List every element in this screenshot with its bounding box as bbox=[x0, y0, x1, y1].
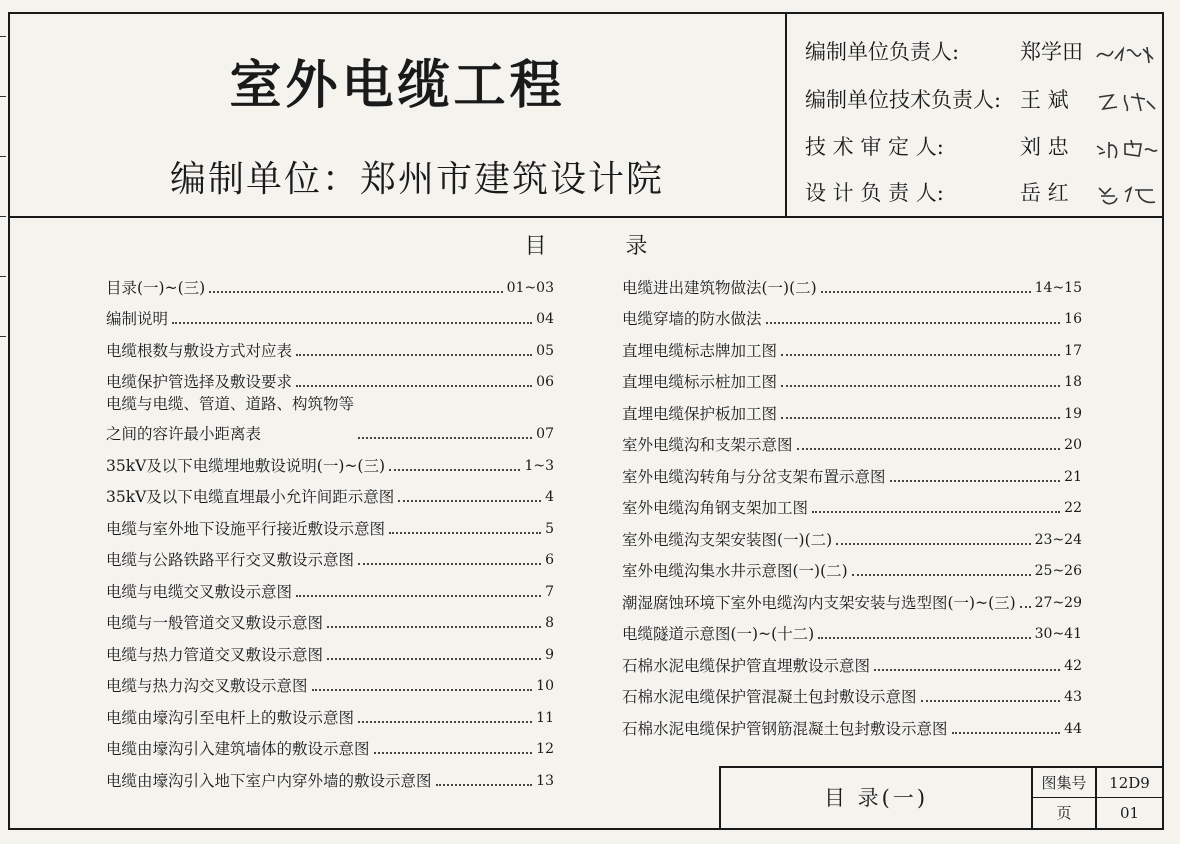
toc-entry-page: 11 bbox=[536, 709, 554, 726]
toc-entry-title: 35kV及以下电缆埋地敷设说明(一)~(三) bbox=[106, 456, 385, 475]
toc-entry-page: 19 bbox=[1064, 405, 1082, 422]
toc-entry bbox=[622, 676, 1082, 708]
compiling-unit: 编制单位：郑州市建筑设计院 bbox=[170, 159, 665, 200]
toc-entry-title: 电缆保护管选择及敷设要求 bbox=[106, 373, 293, 391]
toc-entry-title: 石棉水泥电缆保护管钢筋混凝土包封敷设示意图 bbox=[622, 719, 948, 738]
toc-entry bbox=[622, 298, 1082, 330]
toc-entry-page: 21 bbox=[1064, 468, 1082, 485]
toc-leader-dots bbox=[1020, 605, 1031, 608]
toc-entry-page: 4 bbox=[545, 489, 554, 505]
responsible-row bbox=[805, 131, 1155, 163]
responsible-role: 技 术 审 定 人: bbox=[805, 135, 944, 159]
toc-leader-dots bbox=[327, 657, 541, 660]
toc-entry-title: 目录(一)~(三) bbox=[106, 278, 206, 297]
toc-entry-title: 35kV及以下电缆直埋最小允许间距示意图 bbox=[106, 488, 395, 506]
toc-entry-page: 44 bbox=[1064, 720, 1082, 737]
toc-entry-page: 10 bbox=[536, 678, 554, 694]
atlas-number: 12D9 bbox=[1097, 768, 1162, 798]
toc-entry-title: 室外电缆沟和支架示意图 bbox=[622, 436, 793, 454]
toc-entry bbox=[622, 707, 1082, 739]
toc-entry-page: 23~24 bbox=[1034, 531, 1082, 548]
toc-entry bbox=[106, 476, 554, 508]
toc-entry-title: 电缆由壕沟引入地下室户内穿外墙的敷设示意图 bbox=[106, 771, 432, 790]
toc-leader-dots bbox=[172, 321, 532, 324]
toc-entry bbox=[106, 444, 554, 476]
toc-entry-page: 04 bbox=[536, 311, 554, 327]
drawing-sheet bbox=[8, 12, 1164, 830]
toc-leader-dots bbox=[374, 751, 533, 754]
toc-leader-dots bbox=[797, 447, 1061, 450]
toc-entry-page: 5 bbox=[545, 520, 554, 537]
toc-entry-page: 30~41 bbox=[1034, 626, 1082, 642]
toc-entry-title: 潮湿腐蚀环境下室外电缆沟内支架安装与选型图(一)~(三) bbox=[622, 593, 1016, 612]
toc-entry-title: 室外电缆沟角钢支架加工图 bbox=[622, 499, 809, 517]
toc-entry-title: 室外电缆沟集水井示意图(一)(二) bbox=[622, 562, 848, 580]
toc-entry-title: 电缆与电缆交叉敷设示意图 bbox=[106, 582, 293, 601]
toc-entry bbox=[622, 613, 1082, 645]
toc-entry bbox=[622, 581, 1082, 613]
toc-leader-dots bbox=[818, 636, 1030, 639]
toc-entry bbox=[622, 487, 1082, 519]
toc-entry-page: 20 bbox=[1064, 437, 1082, 453]
toc-entry-page: 8 bbox=[545, 615, 554, 631]
toc-entry-page: 16 bbox=[1064, 311, 1082, 327]
toc-left-column bbox=[106, 266, 554, 791]
toc-entry-title: 石棉水泥电缆保护管混凝土包封敷设示意图 bbox=[622, 688, 917, 706]
toc-leader-dots bbox=[821, 290, 1031, 293]
toc-entry-page: 42 bbox=[1064, 657, 1082, 674]
toc-entry bbox=[622, 424, 1082, 456]
responsible-role: 编制单位技术负责人: bbox=[805, 88, 1002, 112]
toc-entry bbox=[106, 298, 554, 330]
toc-leader-dots bbox=[358, 436, 532, 439]
toc-entry-title: 电缆穿墙的防水做法 bbox=[622, 310, 762, 328]
toc-entry-page: 1~3 bbox=[524, 457, 554, 474]
main-title: 室外电缆工程 bbox=[229, 56, 566, 116]
toc-leader-dots bbox=[781, 416, 1060, 419]
toc-entry-page: 6 bbox=[545, 552, 554, 568]
toc-leader-dots bbox=[921, 699, 1061, 702]
toc-entry-title: 电缆与一般管道交叉敷设示意图 bbox=[106, 614, 324, 632]
toc-entry-title: 编制说明 bbox=[106, 310, 169, 328]
toc-entry-title bbox=[106, 394, 354, 444]
toc-entry-page: 25~26 bbox=[1034, 563, 1082, 579]
responsible-name: 郑学田 bbox=[1020, 40, 1083, 64]
toc-leader-dots bbox=[296, 594, 541, 597]
toc-entry-page: 14~15 bbox=[1034, 279, 1082, 296]
toc-leader-dots bbox=[874, 668, 1060, 671]
toc-leader-dots bbox=[358, 562, 541, 565]
toc-entry bbox=[106, 266, 554, 298]
toc-entry-page: 22 bbox=[1064, 500, 1082, 516]
toc-entry-title: 电缆由壕沟引入建筑墙体的敷设示意图 bbox=[106, 740, 370, 758]
atlas-number-label: 图集号 bbox=[1033, 768, 1097, 798]
toc-entry-title: 电缆与热力沟交叉敷设示意图 bbox=[106, 677, 308, 695]
toc-entry-page: 27~29 bbox=[1034, 594, 1082, 611]
responsible-row bbox=[805, 36, 1155, 68]
toc-leader-dots bbox=[781, 384, 1060, 387]
toc-entry-page: 17 bbox=[1064, 342, 1082, 359]
toc-entry-page: 06 bbox=[536, 374, 554, 390]
toc-entry bbox=[622, 329, 1082, 361]
toc-entry bbox=[106, 392, 554, 444]
drawing-name: 目 录(一) bbox=[721, 768, 1033, 828]
toc-heading: 目 录 bbox=[524, 234, 684, 259]
toc-entry-title: 电缆由壕沟引至电杆上的敷设示意图 bbox=[106, 708, 355, 727]
sheet-header bbox=[10, 14, 1162, 218]
responsible-name: 刘 忠 bbox=[1020, 135, 1069, 159]
toc-entry-title: 电缆进出建筑物做法(一)(二) bbox=[622, 278, 817, 297]
toc-entry-page: 07 bbox=[536, 426, 554, 442]
toc-leader-dots bbox=[296, 384, 532, 387]
toc-entry bbox=[622, 550, 1082, 582]
toc-leader-dots bbox=[852, 573, 1031, 576]
responsible-row bbox=[805, 84, 1155, 116]
toc-entry bbox=[106, 665, 554, 697]
toc-leader-dots bbox=[781, 353, 1060, 356]
toc-entry bbox=[106, 329, 554, 361]
toc-leader-dots bbox=[812, 510, 1060, 513]
toc-leader-dots bbox=[209, 290, 502, 293]
toc-entry-page: 13 bbox=[536, 772, 554, 789]
toc-entry bbox=[106, 728, 554, 760]
toc-leader-dots bbox=[358, 720, 532, 723]
responsible-name: 岳 红 bbox=[1020, 181, 1069, 205]
toc-leader-dots bbox=[766, 321, 1061, 324]
toc-entry-title-line: 之间的容许最小距离表 bbox=[106, 425, 262, 443]
signature-image bbox=[1095, 42, 1159, 64]
toc-leader-dots bbox=[836, 542, 1030, 545]
toc-entry-title: 室外电缆沟转角与分岔支架布置示意图 bbox=[622, 467, 886, 486]
toc-entry bbox=[106, 539, 554, 571]
toc-entry-page: 9 bbox=[545, 646, 554, 663]
toc-entry-page: 05 bbox=[536, 342, 554, 359]
toc-entry bbox=[106, 696, 554, 728]
toc-entry-page: 7 bbox=[545, 583, 554, 600]
toc-leader-dots bbox=[296, 353, 532, 356]
page-number: 01 bbox=[1119, 804, 1140, 822]
responsibility-block bbox=[785, 14, 1162, 216]
toc-entry-title: 室外电缆沟支架安装图(一)(二) bbox=[622, 530, 833, 549]
toc-leader-dots bbox=[398, 499, 541, 502]
responsible-name: 王 斌 bbox=[1020, 88, 1069, 112]
toc-leader-dots bbox=[890, 479, 1061, 482]
toc-entry-title: 石棉水泥电缆保护管直埋敷设示意图 bbox=[622, 656, 871, 675]
drawing-title-block bbox=[719, 766, 1162, 828]
toc-leader-dots bbox=[312, 688, 533, 691]
title-block bbox=[10, 14, 787, 216]
toc-entry-title: 直埋电缆保护板加工图 bbox=[622, 404, 778, 423]
binding-edge-marks bbox=[0, 0, 6, 844]
toc-entry-title: 电缆与公路铁路平行交叉敷设示意图 bbox=[106, 551, 355, 569]
signature-image bbox=[1095, 183, 1159, 205]
toc-entry-page: 12 bbox=[536, 741, 554, 757]
toc-entry-title-line: 电缆与电缆、管道、道路、构筑物等 bbox=[106, 395, 355, 413]
page-label: 页 bbox=[1033, 798, 1097, 828]
responsible-role: 设 计 负 责 人: bbox=[805, 181, 944, 205]
toc-leader-dots bbox=[436, 783, 533, 786]
toc-entry-title: 电缆根数与敷设方式对应表 bbox=[106, 341, 293, 360]
toc-entry-page: 43 bbox=[1064, 689, 1082, 705]
toc-leader-dots bbox=[389, 468, 520, 471]
toc-right-column bbox=[622, 266, 1082, 739]
toc-entry bbox=[106, 759, 554, 791]
toc-entry bbox=[106, 633, 554, 665]
toc-entry bbox=[622, 455, 1082, 487]
toc-entry-title: 电缆与热力管道交叉敷设示意图 bbox=[106, 645, 324, 664]
toc-entry bbox=[106, 361, 554, 393]
toc-entry bbox=[622, 392, 1082, 424]
toc-entry bbox=[622, 266, 1082, 298]
toc-entry bbox=[622, 361, 1082, 393]
responsible-row bbox=[805, 177, 1155, 209]
toc-leader-dots bbox=[952, 731, 1061, 734]
toc-entry bbox=[106, 507, 554, 539]
toc-entry-title: 直埋电缆标示桩加工图 bbox=[622, 373, 778, 391]
responsible-role: 编制单位负责人: bbox=[805, 40, 960, 64]
signature-image bbox=[1095, 90, 1159, 112]
toc-entry bbox=[622, 644, 1082, 676]
toc-entry bbox=[106, 570, 554, 602]
toc-entry-page: 18 bbox=[1064, 374, 1082, 390]
toc-leader-dots bbox=[389, 531, 541, 534]
toc-entry bbox=[622, 518, 1082, 550]
toc-entry-title: 电缆隧道示意图(一)~(十二) bbox=[622, 625, 815, 643]
signature-image bbox=[1095, 137, 1159, 159]
toc-leader-dots bbox=[327, 625, 541, 628]
toc-entry-title: 电缆与室外地下设施平行接近敷设示意图 bbox=[106, 519, 386, 538]
toc-entry-page: 01~03 bbox=[506, 279, 554, 296]
toc-entry-title: 直埋电缆标志牌加工图 bbox=[622, 341, 778, 360]
toc-entry bbox=[106, 602, 554, 634]
